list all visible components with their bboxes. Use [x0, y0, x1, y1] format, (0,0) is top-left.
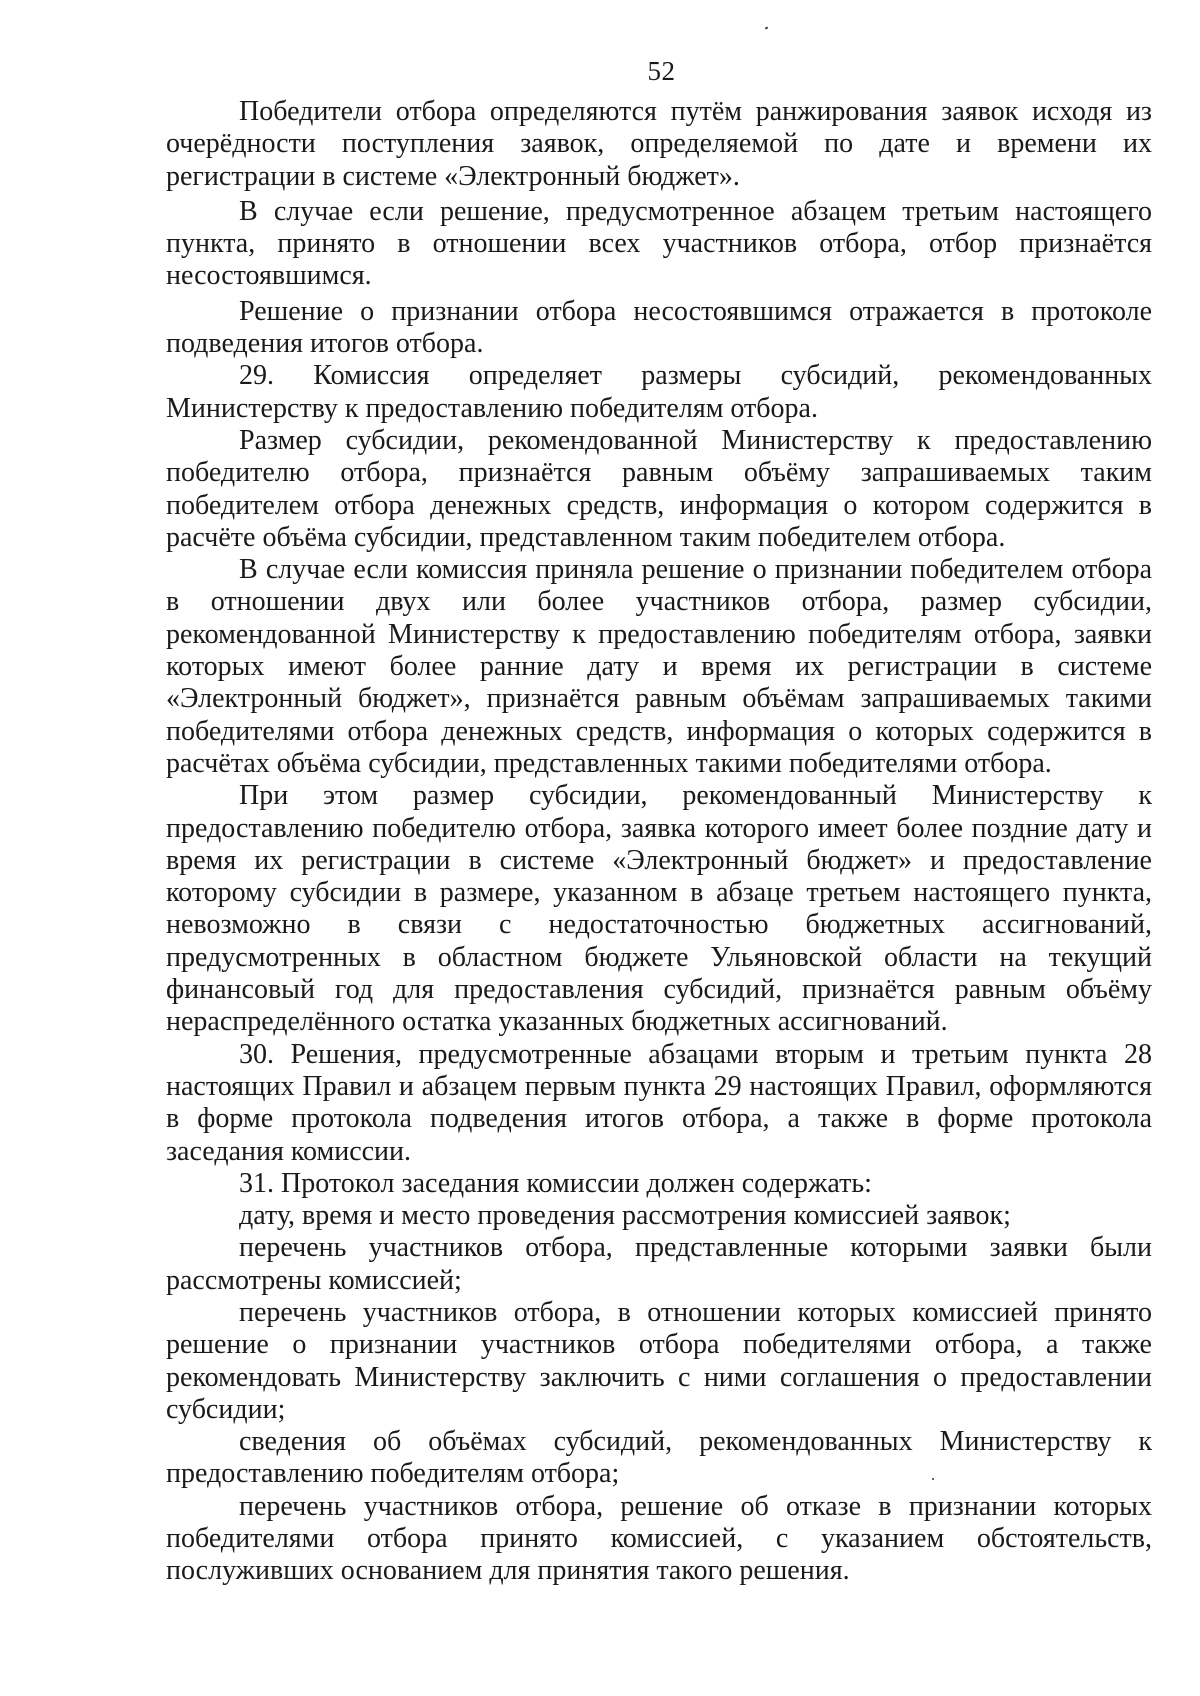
list-item-date-time-place: дату, время и место проведения рассмотрения комиссией заявок;	[239, 1200, 1011, 1232]
list-item-winning-participants: перечень участников отбора, в отношении которых комиссией принято решение о признании участников отбора победителями отбора, а также рекомендовать Министерству заключить с ними соглашения о предоставлении субсидии;	[166, 1296, 1152, 1425]
document-body	[166, 96, 1152, 1588]
paragraph-subsidy-size: Размер субсидии, рекомендованной Министерству к предоставлению победителю отбора, признаётся равным объёму запрашиваемых таким победителем отбора денежных средств, информация о котором содержится в расчёте объёма субсидии, представленном таким победителем отбора.	[166, 424, 1152, 553]
scan-speck	[932, 1478, 934, 1480]
paragraph-clause-30: 30. Решения, предусмотренные абзацами вторым и третьим пункта 28 настоящих Правил и абзацем первым пункта 29 настоящих Правил, оформляются в форме протокола подведения итогов отбора, а также в форме протокола заседания комиссии.	[166, 1038, 1152, 1167]
paragraph-winners-ranking: Победители отбора определяются путём ранжирования заявок исходя из очерёдности поступления заявок, определяемой по дате и времени их регистрации в системе «Электронный бюджет».	[166, 96, 1152, 192]
paragraph-clause-31: 31. Протокол заседания комиссии должен содержать:	[239, 1167, 872, 1199]
page-number: 52	[647, 56, 676, 86]
list-item-rejected-participants: перечень участников отбора, решение об отказе в признании которых победителями отбора принято комиссией, с указанием обстоятельств, послуживших основанием для принятия такого решения.	[166, 1490, 1152, 1587]
list-item-reviewed-participants: перечень участников отбора, представленные которыми заявки были рассмотрены комиссией;	[166, 1232, 1152, 1296]
list-item-subsidy-volumes: сведения об объёмах субсидий, рекомендованных Министерству к предоставлению победителям отбора;	[166, 1426, 1152, 1490]
paragraph-all-participants-rejected: В случае если решение, предусмотренное абзацем третьим настоящего пункта, принято в отношении всех участников отбора, отбор признаётся несостоявшимся.	[166, 195, 1152, 292]
paragraph-later-applicant: При этом размер субсидии, рекомендованный Министерству к предоставлению победителю отбора, заявка которого имеет более поздние дату и время их регистрации в системе «Электронный бюджет» и предоставление которому субсидии в размере, указанном в абзаце третьем настоящего пункта, невозможно в связи с недостаточностью бюджетных ассигнований, предусмотренных в областном бюджете Ульяновской области на текущий финансовый год для предоставления субсидий, признаётся равным объёму нераспределённого остатка указанных бюджетных ассигнований.	[166, 780, 1152, 1038]
paragraph-clause-29: 29. Комиссия определяет размеры субсидий, рекомендованных Министерству к предоставлению победителям отбора.	[166, 360, 1152, 424]
paragraph-failed-selection-protocol: Решение о признании отбора несостоявшимся отражается в протоколе подведения итогов отбора.	[166, 295, 1152, 360]
paragraph-multiple-winners: В случае если комиссия приняла решение о признании победителем отбора в отношении двух или более участников отбора, размер субсидии, рекомендованной Министерству к предоставлению победителям отбора, заявки которых имеют более ранние дату и время их регистрации в системе «Электронный бюджет», признаётся равным объёмам запрашиваемых такими победителями отбора денежных средств, информация о которых содержится в расчётах объёма субсидии, представленных такими победителями отбора.	[166, 554, 1152, 779]
scan-speck	[765, 26, 769, 29]
